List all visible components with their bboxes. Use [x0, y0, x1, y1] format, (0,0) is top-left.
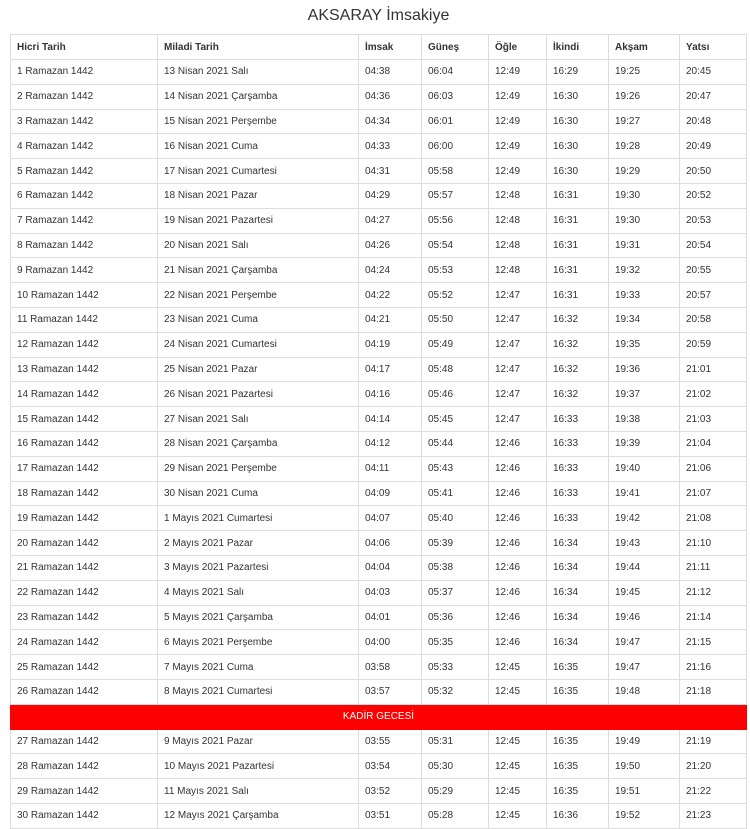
hicri-tarih-cell: 1 Ramazan 1442	[11, 60, 158, 85]
aksam-cell: 19:43	[609, 531, 680, 556]
ogle-cell: 12:48	[489, 258, 547, 283]
miladi-tarih-cell: 28 Nisan 2021 Çarşamba	[158, 431, 359, 456]
gunes-cell: 05:33	[422, 655, 489, 680]
table-header-row	[11, 35, 747, 60]
table-row	[11, 630, 747, 655]
ikindi-cell: 16:34	[547, 580, 609, 605]
yatsi-cell: 20:54	[680, 233, 747, 258]
yatsi-cell: 21:14	[680, 605, 747, 630]
ogle-cell: 12:47	[489, 382, 547, 407]
hicri-tarih-cell: 25 Ramazan 1442	[11, 655, 158, 680]
aksam-cell: 19:31	[609, 233, 680, 258]
gunes-cell: 05:58	[422, 159, 489, 184]
gunes-cell: 05:28	[422, 803, 489, 828]
ogle-cell: 12:46	[489, 481, 547, 506]
ogle-cell: 12:49	[489, 84, 547, 109]
hicri-tarih-cell: 28 Ramazan 1442	[11, 754, 158, 779]
hicri-tarih-cell: 30 Ramazan 1442	[11, 803, 158, 828]
yatsi-cell: 21:10	[680, 531, 747, 556]
header-gunes: Güneş	[422, 35, 489, 60]
table-row	[11, 779, 747, 804]
table-row	[11, 431, 747, 456]
imsak-cell: 04:17	[359, 357, 422, 382]
miladi-tarih-cell: 12 Mayıs 2021 Çarşamba	[158, 803, 359, 828]
hicri-tarih-cell: 17 Ramazan 1442	[11, 456, 158, 481]
yatsi-cell: 21:08	[680, 506, 747, 531]
miladi-tarih-cell: 5 Mayıs 2021 Çarşamba	[158, 605, 359, 630]
gunes-cell: 05:49	[422, 332, 489, 357]
aksam-cell: 19:33	[609, 283, 680, 308]
table-row	[11, 307, 747, 332]
imsak-cell: 03:55	[359, 729, 422, 754]
aksam-cell: 19:36	[609, 357, 680, 382]
table-row	[11, 655, 747, 680]
table-row	[11, 382, 747, 407]
ikindi-cell: 16:31	[547, 233, 609, 258]
table-row	[11, 332, 747, 357]
hicri-tarih-cell: 9 Ramazan 1442	[11, 258, 158, 283]
hicri-tarih-cell: 26 Ramazan 1442	[11, 679, 158, 704]
yatsi-cell: 20:49	[680, 134, 747, 159]
page-title: AKSARAY İmsakiye	[307, 7, 450, 24]
hicri-tarih-cell: 5 Ramazan 1442	[11, 159, 158, 184]
imsak-cell: 04:24	[359, 258, 422, 283]
ikindi-cell: 16:30	[547, 134, 609, 159]
aksam-cell: 19:49	[609, 729, 680, 754]
ikindi-cell: 16:29	[547, 60, 609, 85]
table-row	[11, 506, 747, 531]
ikindi-cell: 16:31	[547, 283, 609, 308]
table-row	[11, 605, 747, 630]
hicri-tarih-cell: 27 Ramazan 1442	[11, 729, 158, 754]
imsak-cell: 04:14	[359, 407, 422, 432]
ogle-cell: 12:46	[489, 531, 547, 556]
table-row	[11, 580, 747, 605]
hicri-tarih-cell: 11 Ramazan 1442	[11, 307, 158, 332]
imsak-cell: 04:06	[359, 531, 422, 556]
ogle-cell: 12:48	[489, 208, 547, 233]
imsak-cell: 04:04	[359, 555, 422, 580]
ogle-cell: 12:45	[489, 803, 547, 828]
table-row	[11, 208, 747, 233]
header-miladi-tarih: Miladi Tarih	[158, 35, 359, 60]
yatsi-cell: 20:48	[680, 109, 747, 134]
yatsi-cell: 20:58	[680, 307, 747, 332]
gunes-cell: 05:52	[422, 283, 489, 308]
hicri-tarih-cell: 6 Ramazan 1442	[11, 183, 158, 208]
miladi-tarih-cell: 7 Mayıs 2021 Cuma	[158, 655, 359, 680]
miladi-tarih-cell: 25 Nisan 2021 Pazar	[158, 357, 359, 382]
gunes-cell: 06:01	[422, 109, 489, 134]
imsak-cell: 04:12	[359, 431, 422, 456]
hicri-tarih-cell: 14 Ramazan 1442	[11, 382, 158, 407]
ikindi-cell: 16:33	[547, 431, 609, 456]
yatsi-cell: 21:02	[680, 382, 747, 407]
imsak-cell: 04:21	[359, 307, 422, 332]
ikindi-cell: 16:32	[547, 332, 609, 357]
imsak-cell: 04:07	[359, 506, 422, 531]
ikindi-cell: 16:36	[547, 803, 609, 828]
aksam-cell: 19:26	[609, 84, 680, 109]
gunes-cell: 05:46	[422, 382, 489, 407]
yatsi-cell: 20:45	[680, 60, 747, 85]
header-ogle: Öğle	[489, 35, 547, 60]
miladi-tarih-cell: 1 Mayıs 2021 Cumartesi	[158, 506, 359, 531]
miladi-tarih-cell: 17 Nisan 2021 Cumartesi	[158, 159, 359, 184]
ogle-cell: 12:45	[489, 754, 547, 779]
aksam-cell: 19:47	[609, 655, 680, 680]
miladi-tarih-cell: 26 Nisan 2021 Pazartesi	[158, 382, 359, 407]
table-row	[11, 84, 747, 109]
ikindi-cell: 16:34	[547, 605, 609, 630]
gunes-cell: 05:45	[422, 407, 489, 432]
yatsi-cell: 20:53	[680, 208, 747, 233]
aksam-cell: 19:35	[609, 332, 680, 357]
miladi-tarih-cell: 15 Nisan 2021 Perşembe	[158, 109, 359, 134]
yatsi-cell: 21:07	[680, 481, 747, 506]
hicri-tarih-cell: 4 Ramazan 1442	[11, 134, 158, 159]
hicri-tarih-cell: 16 Ramazan 1442	[11, 431, 158, 456]
hicri-tarih-cell: 18 Ramazan 1442	[11, 481, 158, 506]
imsak-cell: 04:09	[359, 481, 422, 506]
table-row	[11, 357, 747, 382]
ikindi-cell: 16:34	[547, 555, 609, 580]
imsak-cell: 04:22	[359, 283, 422, 308]
yatsi-cell: 20:52	[680, 183, 747, 208]
hicri-tarih-cell: 2 Ramazan 1442	[11, 84, 158, 109]
miladi-tarih-cell: 16 Nisan 2021 Cuma	[158, 134, 359, 159]
gunes-cell: 06:03	[422, 84, 489, 109]
imsak-cell: 04:26	[359, 233, 422, 258]
miladi-tarih-cell: 4 Mayıs 2021 Salı	[158, 580, 359, 605]
ogle-cell: 12:49	[489, 134, 547, 159]
aksam-cell: 19:50	[609, 754, 680, 779]
gunes-cell: 05:43	[422, 456, 489, 481]
ikindi-cell: 16:35	[547, 679, 609, 704]
gunes-cell: 05:48	[422, 357, 489, 382]
aksam-cell: 19:46	[609, 605, 680, 630]
ogle-cell: 12:46	[489, 456, 547, 481]
aksam-cell: 19:32	[609, 258, 680, 283]
hicri-tarih-cell: 23 Ramazan 1442	[11, 605, 158, 630]
table-row	[11, 183, 747, 208]
table-row	[11, 754, 747, 779]
aksam-cell: 19:47	[609, 630, 680, 655]
aksam-cell: 19:48	[609, 679, 680, 704]
ikindi-cell: 16:35	[547, 655, 609, 680]
table-row	[11, 407, 747, 432]
table-body	[11, 60, 747, 829]
ogle-cell: 12:46	[489, 605, 547, 630]
gunes-cell: 05:35	[422, 630, 489, 655]
ikindi-cell: 16:30	[547, 159, 609, 184]
ogle-cell: 12:49	[489, 159, 547, 184]
header-aksam: Akşam	[609, 35, 680, 60]
aksam-cell: 19:30	[609, 208, 680, 233]
ogle-cell: 12:47	[489, 307, 547, 332]
gunes-cell: 05:36	[422, 605, 489, 630]
hicri-tarih-cell: 7 Ramazan 1442	[11, 208, 158, 233]
table-row	[11, 258, 747, 283]
hicri-tarih-cell: 3 Ramazan 1442	[11, 109, 158, 134]
ikindi-cell: 16:33	[547, 506, 609, 531]
imsak-cell: 04:03	[359, 580, 422, 605]
imsak-cell: 04:16	[359, 382, 422, 407]
aksam-cell: 19:41	[609, 481, 680, 506]
ikindi-cell: 16:30	[547, 109, 609, 134]
ogle-cell: 12:46	[489, 580, 547, 605]
ikindi-cell: 16:34	[547, 531, 609, 556]
ikindi-cell: 16:31	[547, 183, 609, 208]
gunes-cell: 05:30	[422, 754, 489, 779]
aksam-cell: 19:34	[609, 307, 680, 332]
yatsi-cell: 21:04	[680, 431, 747, 456]
yatsi-cell: 20:47	[680, 84, 747, 109]
header-hicri-tarih: Hicri Tarih	[11, 35, 158, 60]
miladi-tarih-cell: 23 Nisan 2021 Cuma	[158, 307, 359, 332]
hicri-tarih-cell: 24 Ramazan 1442	[11, 630, 158, 655]
ikindi-cell: 16:33	[547, 456, 609, 481]
gunes-cell: 05:31	[422, 729, 489, 754]
table-row	[11, 481, 747, 506]
ikindi-cell: 16:34	[547, 630, 609, 655]
hicri-tarih-cell: 22 Ramazan 1442	[11, 580, 158, 605]
miladi-tarih-cell: 9 Mayıs 2021 Pazar	[158, 729, 359, 754]
aksam-cell: 19:28	[609, 134, 680, 159]
miladi-tarih-cell: 27 Nisan 2021 Salı	[158, 407, 359, 432]
gunes-cell: 05:53	[422, 258, 489, 283]
aksam-cell: 19:44	[609, 555, 680, 580]
hicri-tarih-cell: 19 Ramazan 1442	[11, 506, 158, 531]
imsak-cell: 04:33	[359, 134, 422, 159]
yatsi-cell: 21:12	[680, 580, 747, 605]
ogle-cell: 12:47	[489, 332, 547, 357]
imsak-cell: 03:54	[359, 754, 422, 779]
imsak-cell: 04:36	[359, 84, 422, 109]
miladi-tarih-cell: 11 Mayıs 2021 Salı	[158, 779, 359, 804]
hicri-tarih-cell: 21 Ramazan 1442	[11, 555, 158, 580]
miladi-tarih-cell: 14 Nisan 2021 Çarşamba	[158, 84, 359, 109]
ogle-cell: 12:49	[489, 60, 547, 85]
aksam-cell: 19:38	[609, 407, 680, 432]
table-row	[11, 679, 747, 704]
ikindi-cell: 16:32	[547, 357, 609, 382]
ogle-cell: 12:45	[489, 679, 547, 704]
yatsi-cell: 21:19	[680, 729, 747, 754]
miladi-tarih-cell: 20 Nisan 2021 Salı	[158, 233, 359, 258]
ogle-cell: 12:47	[489, 283, 547, 308]
aksam-cell: 19:40	[609, 456, 680, 481]
gunes-cell: 05:57	[422, 183, 489, 208]
table-row	[11, 134, 747, 159]
hicri-tarih-cell: 29 Ramazan 1442	[11, 779, 158, 804]
aksam-cell: 19:52	[609, 803, 680, 828]
ogle-cell: 12:46	[489, 555, 547, 580]
table-row	[11, 531, 747, 556]
aksam-cell: 19:39	[609, 431, 680, 456]
gunes-cell: 05:32	[422, 679, 489, 704]
miladi-tarih-cell: 3 Mayıs 2021 Pazartesi	[158, 555, 359, 580]
gunes-cell: 05:41	[422, 481, 489, 506]
ogle-cell: 12:49	[489, 109, 547, 134]
gunes-cell: 05:50	[422, 307, 489, 332]
miladi-tarih-cell: 22 Nisan 2021 Perşembe	[158, 283, 359, 308]
table-row	[11, 60, 747, 85]
hicri-tarih-cell: 20 Ramazan 1442	[11, 531, 158, 556]
ogle-cell: 12:46	[489, 431, 547, 456]
gunes-cell: 06:00	[422, 134, 489, 159]
imsak-cell: 04:34	[359, 109, 422, 134]
imsak-cell: 04:00	[359, 630, 422, 655]
ogle-cell: 12:47	[489, 407, 547, 432]
aksam-cell: 19:29	[609, 159, 680, 184]
aksam-cell: 19:37	[609, 382, 680, 407]
ogle-cell: 12:45	[489, 779, 547, 804]
yatsi-cell: 21:16	[680, 655, 747, 680]
aksam-cell: 19:51	[609, 779, 680, 804]
table-row	[11, 803, 747, 828]
miladi-tarih-cell: 18 Nisan 2021 Pazar	[158, 183, 359, 208]
yatsi-cell: 21:23	[680, 803, 747, 828]
yatsi-cell: 21:06	[680, 456, 747, 481]
miladi-tarih-cell: 13 Nisan 2021 Salı	[158, 60, 359, 85]
ikindi-cell: 16:31	[547, 208, 609, 233]
gunes-cell: 05:54	[422, 233, 489, 258]
miladi-tarih-cell: 30 Nisan 2021 Cuma	[158, 481, 359, 506]
table-row	[11, 283, 747, 308]
gunes-cell: 05:39	[422, 531, 489, 556]
imsak-cell: 04:01	[359, 605, 422, 630]
imsak-cell: 03:58	[359, 655, 422, 680]
yatsi-cell: 21:22	[680, 779, 747, 804]
miladi-tarih-cell: 8 Mayıs 2021 Cumartesi	[158, 679, 359, 704]
aksam-cell: 19:25	[609, 60, 680, 85]
gunes-cell: 05:37	[422, 580, 489, 605]
yatsi-cell: 21:18	[680, 679, 747, 704]
gunes-cell: 05:40	[422, 506, 489, 531]
kadir-gecesi-label: KADİR GECESİ	[11, 704, 747, 729]
aksam-cell: 19:27	[609, 109, 680, 134]
gunes-cell: 05:29	[422, 779, 489, 804]
ikindi-cell: 16:31	[547, 258, 609, 283]
hicri-tarih-cell: 12 Ramazan 1442	[11, 332, 158, 357]
hicri-tarih-cell: 13 Ramazan 1442	[11, 357, 158, 382]
yatsi-cell: 21:20	[680, 754, 747, 779]
table-row	[11, 159, 747, 184]
yatsi-cell: 20:55	[680, 258, 747, 283]
table-row	[11, 456, 747, 481]
miladi-tarih-cell: 19 Nisan 2021 Pazartesi	[158, 208, 359, 233]
imsak-cell: 03:52	[359, 779, 422, 804]
yatsi-cell: 21:11	[680, 555, 747, 580]
miladi-tarih-cell: 21 Nisan 2021 Çarşamba	[158, 258, 359, 283]
gunes-cell: 05:44	[422, 431, 489, 456]
miladi-tarih-cell: 24 Nisan 2021 Cumartesi	[158, 332, 359, 357]
ikindi-cell: 16:35	[547, 754, 609, 779]
ogle-cell: 12:45	[489, 655, 547, 680]
yatsi-cell: 21:03	[680, 407, 747, 432]
miladi-tarih-cell: 10 Mayıs 2021 Pazartesi	[158, 754, 359, 779]
aksam-cell: 19:42	[609, 506, 680, 531]
ikindi-cell: 16:32	[547, 307, 609, 332]
ikindi-cell: 16:33	[547, 407, 609, 432]
gunes-cell: 05:56	[422, 208, 489, 233]
imsak-cell: 04:38	[359, 60, 422, 85]
gunes-cell: 05:38	[422, 555, 489, 580]
miladi-tarih-cell: 6 Mayıs 2021 Perşembe	[158, 630, 359, 655]
ogle-cell: 12:48	[489, 233, 547, 258]
ogle-cell: 12:46	[489, 630, 547, 655]
ikindi-cell: 16:33	[547, 481, 609, 506]
table-row	[11, 555, 747, 580]
hicri-tarih-cell: 8 Ramazan 1442	[11, 233, 158, 258]
header-imsak: İmsak	[359, 35, 422, 60]
miladi-tarih-cell: 2 Mayıs 2021 Pazar	[158, 531, 359, 556]
table-row	[11, 109, 747, 134]
ogle-cell: 12:45	[489, 729, 547, 754]
header-yatsi: Yatsı	[680, 35, 747, 60]
aksam-cell: 19:30	[609, 183, 680, 208]
ikindi-cell: 16:32	[547, 382, 609, 407]
table-row	[11, 233, 747, 258]
yatsi-cell: 20:57	[680, 283, 747, 308]
yatsi-cell: 20:50	[680, 159, 747, 184]
imsak-cell: 03:51	[359, 803, 422, 828]
hicri-tarih-cell: 15 Ramazan 1442	[11, 407, 158, 432]
yatsi-cell: 21:15	[680, 630, 747, 655]
imsak-cell: 04:11	[359, 456, 422, 481]
ikindi-cell: 16:35	[547, 729, 609, 754]
imsak-cell: 04:27	[359, 208, 422, 233]
ogle-cell: 12:46	[489, 506, 547, 531]
imsak-cell: 04:31	[359, 159, 422, 184]
ogle-cell: 12:47	[489, 357, 547, 382]
miladi-tarih-cell: 29 Nisan 2021 Perşembe	[158, 456, 359, 481]
hicri-tarih-cell: 10 Ramazan 1442	[11, 283, 158, 308]
table-row	[11, 729, 747, 754]
imsak-cell: 03:57	[359, 679, 422, 704]
yatsi-cell: 20:59	[680, 332, 747, 357]
ikindi-cell: 16:35	[547, 779, 609, 804]
aksam-cell: 19:45	[609, 580, 680, 605]
imsak-cell: 04:19	[359, 332, 422, 357]
yatsi-cell: 21:01	[680, 357, 747, 382]
kadir-gecesi-row	[11, 704, 747, 729]
header-ikindi: İkindi	[547, 35, 609, 60]
ogle-cell: 12:48	[489, 183, 547, 208]
imsakiye-table	[10, 34, 747, 829]
gunes-cell: 06:04	[422, 60, 489, 85]
ikindi-cell: 16:30	[547, 84, 609, 109]
imsak-cell: 04:29	[359, 183, 422, 208]
